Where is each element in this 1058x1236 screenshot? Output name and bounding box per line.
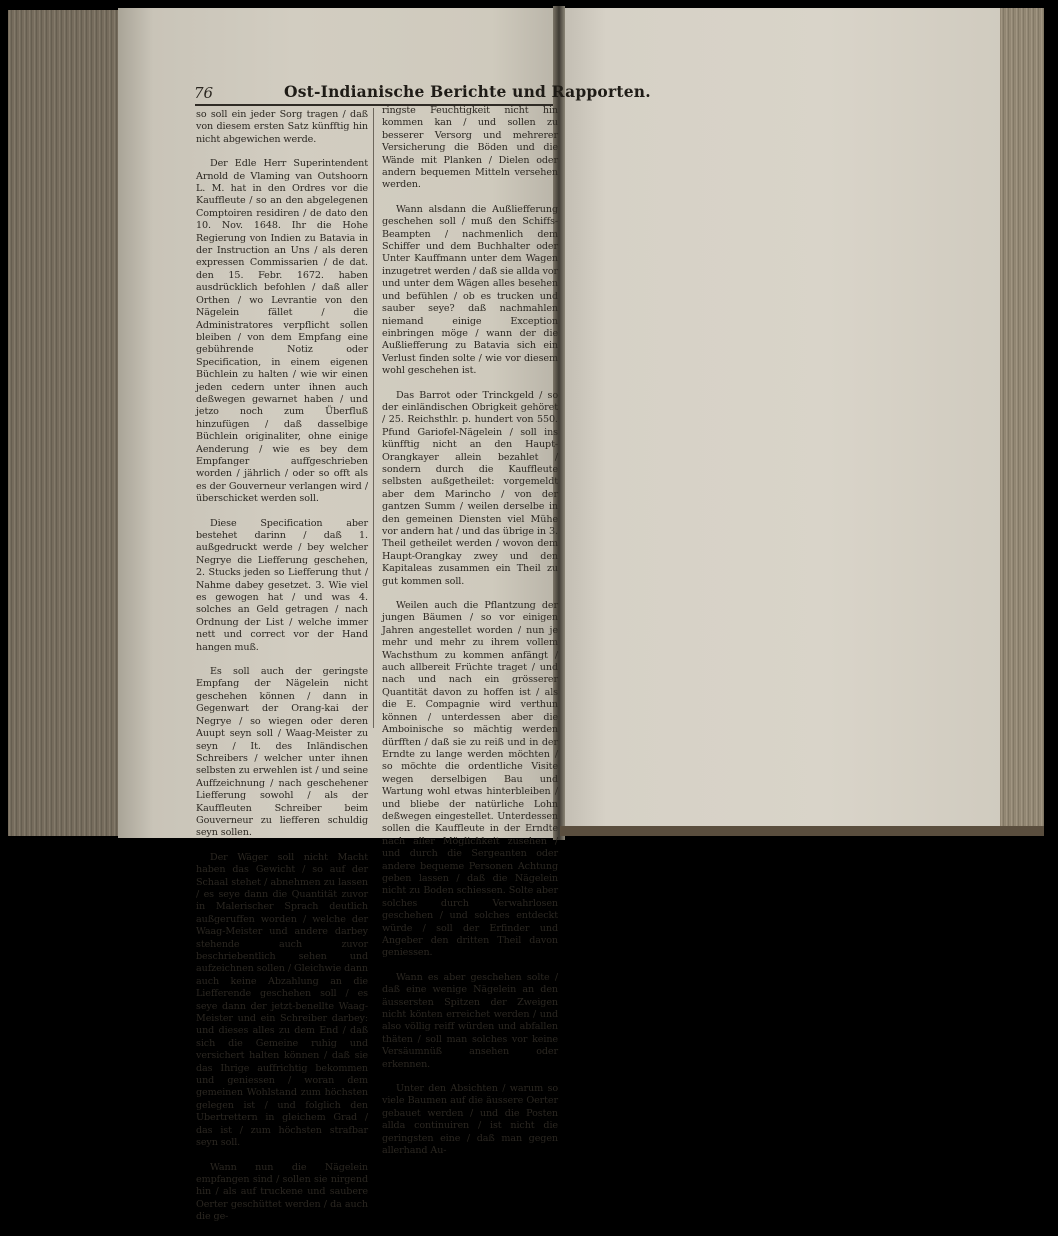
paragraph: ringste Feuchtigkeit nicht hin kommen kan / und sollen zu besserer Versorg und mehrerer Versicherung die Böden und die Wände mit Planken / Dielen oder andern bequemen Mitteln versehen werden. (382, 105, 558, 191)
column-divider (373, 108, 374, 728)
left-text-column (196, 109, 368, 1236)
paragraph: Das Barrot oder Trinckgeld / so der einländischen Obrigkeit gehöret / 25. Reichsthlr. p. hundert von 550. Pfund Gariofel-Nägelein / soll ins künfftig nicht an den Haupt-Orangkayer allein bezahlet / sondern durch die Kauffleute selbsten außgetheilet: vorgemeldt aber dem Marincho / von der gantzen Summ / weilen derselbe in den gemeinen Diensten viel Mühe vor andern hat / und das übrige in 3. Theil getheilet werden / wovon dem Haupt-Orangkay zwey und den Kapitaleas zusammen ein Theil zu gut kommen soll. (382, 389, 558, 587)
paragraph: Unter den Absichten / warum so viele Baumen auf die äussere Oerter gebauet werden / und die Posten allda continuiren / ist nicht die geringsten eine / daß man gegen allerhand Au- (382, 1083, 558, 1157)
paragraph: Der Wäger soll nicht Macht haben das Gewicht / so auf der Schaal stehet / abnehmen zu lassen / es seye dann die Quantität zuvor in Malerischer Sprach deutlich außgeruffen worden / welche der Waag-Meister und andere darbey stehende auch zuvor beschriebentlich sehen und aufzeichnen sollen / Gleichwie dann auch keine Abzahlung an die Liefferende geschehen soll / es seye dann der jetzt-benellte Waag-Meister und ein Schreiber darbey: und dieses alles zu dem End / daß sich die Gemeine ruhig und versichert halten können / daß sie das Ihrige auffrichtig bekommen und geniessen / woran dem gemeinen Wohlstand zum höchsten gelegen ist / und folglich den Ubertrettern in gleichem Grad / das ist / zum höchsten strafbar seyn soll. (196, 851, 368, 1149)
paragraph: so soll ein jeder Sorg tragen / daß von diesem ersten Satz künfftig hin nicht abgewichen werde. (196, 109, 368, 145)
running-head (190, 82, 651, 104)
book-page-edges-left (8, 10, 120, 836)
paragraph: Der Edle Herr Superintendent Arnold de Vlaming van Outshoorn L. M. hat in den Ordres vor die Kauffleute / so an den abgelegenen Comptoiren residiren / de dato den 10. Nov. 1648. Ihr die Hohe Regierung von Indien zu Batavia in der Instruction an Uns / als deren expressen Commissarien / de dat. den 15. Febr. 1672. haben ausdrücklich befohlen / daß aller Orthen / wo Levrantie von den Nägelein fället / die Administratores verpflicht sollen bleiben / von dem Empfang eine gebührende Notiz oder Specification, in einem eigenen Büchlein zu halten / wie wir einen jeden cedern unter ihnen auch deßwegen gewarnet haben / und jetzo noch zum Überfluß hinzufügen / daß dasselbige Büchlein originaliter, ohne einige Aenderung / wie es bey dem Empfanger auffgeschrieben worden / jährlich / oder so offt als es der Gouverneur verlangen wird / überschicket werden soll. (196, 158, 368, 505)
paragraph: Wann es aber geschehen solte / daß eine wenige Nägelein an den äussersten Spitzen der Zweigen nicht könten erreichet werden / und also völlig reiff würden und abfallen thäten / soll man solches vor keine Versäumnüß ansehen oder erkennen. (382, 971, 558, 1070)
right-text-column (382, 105, 559, 1157)
book-page-edges-right (1000, 8, 1044, 832)
paragraph: Diese Specification aber bestehet darinn / daß 1. außgedruckt werde / bey welcher Negrye die Liefferung geschehen, 2. Stucks jeden so Liefferung thut / Nahme dabey gesetzet. 3. Wie viel es gewogen hat / und was 4. solches an Geld getragen / nach Ordnung der List / welche immer nett und correct vor der Hand hangen muß. (196, 517, 368, 653)
paragraph: Wann alsdann die Außliefferung geschehen soll / muß den Schiffs-Beampten / nachmenlich dem Schiffer und dem Buchhalter oder Unter Kauffmann unter dem Wagen inzugetret werden / daß sie allda vor und unter dem Wägen alles besehen und befühlen / ob es trucken und sauber seye? daß nachmahlen niemand einige Exception einbringen möge / wann der die Außliefferung zu Batavia sich ein Verlust finden solte / wie vor diesem wohl geschehen ist. (382, 203, 559, 377)
paragraph: Weilen auch die Pflantzung der jungen Bäumen / so vor einigen Jahren angestellet worden / nun je mehr und mehr zu ihrem vollem Wachsthum zu kommen anfängt / auch allbereit Früchte traget / und nach und nach ein grösserer Quantität davon zu hoffen ist / als die E. Compagnie wird verthun können / unterdessen aber die Amboinische so mächtig werden dürfften / daß sie zu reiß und in der Erndte zu lange werden möchten / so möchte die ordentliche Visite wegen derselbigen Bau und Wartung wohl etwas hinterbleiben / und bliebe der natürliche Lohn deßwegen eingestellet. Unterdessen sollen die Kauffleute in der Erndte nach aller Möglichkeit zusehen / und durch die Sergeanten oder andere bequeme Personen Achtung geben lassen / daß die Nägelein nicht zu Boden schiessen. Solte aber solches durch Verwahrlosen geschehen / und solches entdeckt würde / soll der Erfinder und Angeber den dritten Theil davon geniessen. (382, 600, 558, 959)
right-page-blank (562, 8, 1002, 830)
page-number: 76 (194, 84, 214, 102)
running-head-title: Ost-Indianische Berichte und Rapporten. (284, 82, 651, 101)
paragraph: Wann nun die Nägelein empfangen sind / sollen sie nirgend hin / als auf truckene und saubere Oerter geschüttet werden / da auch die ge- (196, 1161, 368, 1223)
paragraph: Es soll auch der geringste Empfang der Nägelein nicht geschehen können / dann in Gegenwart der Orang-kai der Negrye / so wiegen oder deren Auupt seyn soll / Waag-Meister zu seyn / It. des Inländischen Schreibers / welcher unter ihnen selbsten zu erwehlen ist / und seine Auffzeichnung / nach geschehener Liefferung sowohl / als der Kauffleuten Schreiber beim Gouverneur zu liefferen schuldig seyn sollen. (196, 666, 368, 839)
book-cover-edge (560, 826, 1044, 836)
